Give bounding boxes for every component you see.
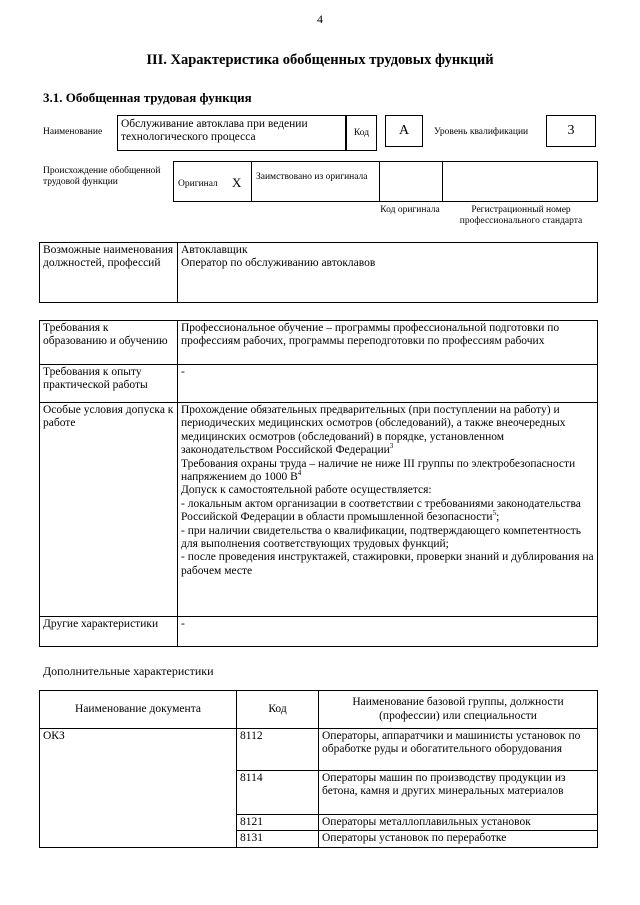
code-label: Код	[353, 128, 370, 138]
col-header-name: Наименование базовой группы, должности (профессии) или специальности	[319, 691, 598, 729]
special-p5: - при наличии свидетельства о квалификации, подтверждающего компетентность для выполнения соответствующих трудовых функций;	[181, 524, 582, 551]
borrowed-label: Заимствовано из оригинала	[256, 172, 368, 182]
special-p2: Требования охраны труда – наличие не ниже III группы по электробезопасности напряжением до 1000 В	[181, 457, 576, 484]
reg-number-caption: Регистрационный номер профессионального стандарта	[459, 205, 583, 226]
special-p3: Допуск к самостоятельной работе осуществляется:	[181, 484, 432, 497]
code-original-caption: Код оригинала	[380, 205, 440, 215]
okz-name: Операторы, аппаратчики и машинисты установок по обработке руды и обогатительного оборудования	[319, 729, 598, 771]
requirements-table	[39, 320, 598, 647]
code-label-box	[346, 115, 377, 151]
okz-code: 8121	[237, 815, 319, 831]
okz-code: 8131	[237, 831, 319, 847]
col-header-document: Наименование документа	[40, 691, 237, 729]
okz-code: 8112	[237, 729, 319, 771]
original-label: Оригинал	[178, 179, 218, 189]
footnote-ref: 4	[297, 469, 302, 478]
original-mark: Х	[232, 175, 242, 190]
okz-name: Операторы машин по производству продукции из бетона, камня и других минеральных материалов	[319, 771, 598, 815]
experience-label: Требования к опыту практической работы	[40, 365, 178, 403]
page-number: 4	[317, 12, 323, 26]
additional-heading: Дополнительные характеристики	[43, 664, 214, 678]
additional-table	[39, 690, 598, 848]
position-item: Оператор по обслуживанию автоклавов	[181, 257, 376, 270]
section-title: III. Характеристика обобщенных трудовых функций	[146, 52, 494, 68]
footnote-ref: 5	[492, 509, 497, 518]
positions-table	[39, 242, 598, 303]
experience-value: -	[178, 365, 598, 403]
origin-label: Происхождение обобщенной трудовой функции	[43, 166, 161, 187]
level-label: Уровень квалификации	[434, 127, 529, 137]
special-p6: - после проведения инструктажей, стажировки, проверки знаний и дублирования на рабочем месте	[181, 551, 594, 577]
education-value: Профессиональное обучение – программы профессиональной подготовки по профессиям рабочих, программы переподготовки по профессиям рабочих	[178, 321, 598, 365]
position-item: Автоклавщик	[181, 244, 248, 256]
document-name: ОКЗ	[40, 729, 237, 848]
special-conditions-value: Прохождение обязательных предварительных (при поступлении на работу) и периодических медицинских осмотров (обследований), а также внеочередных медицинских осмотров (обследований) в порядке, установленном законодательством Российской Федерации$^3$ Требования охраны труда – наличие не ниже III группы по электробезопасности напряжением до 1000 $В^4$ Допуск к самостоятельной работе осуществляется: - локальным актом организации в соответствии с требованиями законодательства Российской Федерации в области промышленной безопасности$^5$; - при наличии свидетельства о квалификации, подтверждающего компетентность для выполнения соответствующих трудовых функций; - после проведения инструктажей, стажировки, проверки знаний и дублирования на рабочем месте	[178, 403, 598, 617]
okz-name: Операторы металлоплавильных установок	[319, 815, 598, 831]
education-label: Требования к образованию и обучению	[40, 321, 178, 365]
okz-name: Операторы установок по переработке	[319, 831, 598, 847]
level-value: 3	[546, 115, 596, 147]
function-name-box	[117, 115, 346, 151]
subsection-title: 3.1. Обобщенная трудовая функция	[43, 90, 252, 105]
name-label: Наименование	[43, 127, 103, 137]
positions-label: Возможные наименования должностей, профессий	[40, 243, 178, 303]
code-value: А	[385, 115, 423, 147]
function-name-value: Обслуживание автоклава при ведении технологического процесса	[121, 118, 308, 143]
other-label: Другие характеристики	[40, 617, 178, 647]
special-conditions-label: Особые условия допуска к работе	[40, 403, 178, 617]
footnote-ref: 3	[389, 442, 394, 451]
origin-box	[173, 161, 598, 202]
col-header-code: Код	[237, 691, 319, 729]
special-p1: Прохождение обязательных предварительных (при поступлении на работу) и периодических медицинских осмотров (обследований), а также внеочередных медицинских осмотров (обследований) в порядке, установленном законодательством Российской Федерации	[181, 404, 566, 457]
okz-code: 8114	[237, 771, 319, 815]
special-p4: - локальным актом организации в соответствии с требованиями законодательства Российской Федерации в области промышленной безопасности	[181, 497, 581, 524]
other-value: -	[178, 617, 598, 647]
